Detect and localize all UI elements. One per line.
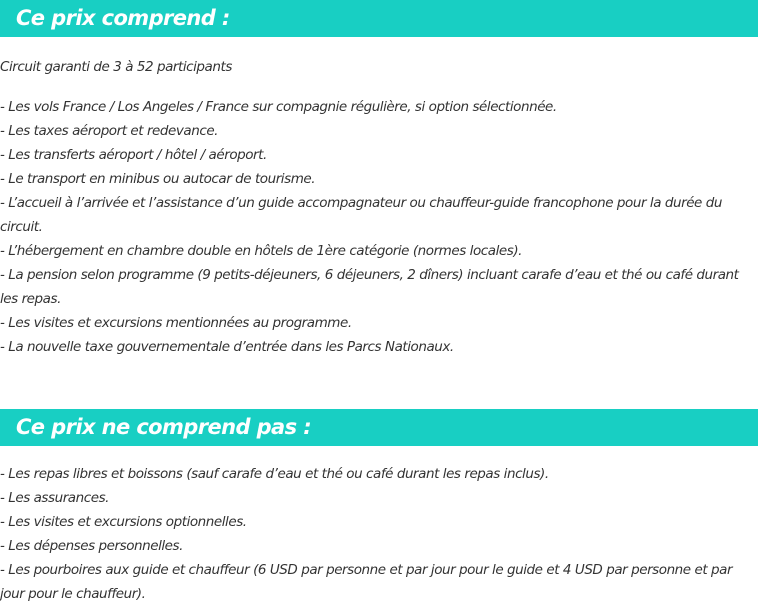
included-list [0,95,758,359]
included-item-accommodation: - L’hébergement en chambre double en hôtels de 1ère catégorie (normes locales). [0,243,522,259]
included-item-airport-taxes: - Les taxes aéroport et redevance. [0,123,219,139]
excluded-item-insurance: - Les assurances. [0,490,109,506]
included-item-meals: - La pension selon programme (9 petits-déjeuners, 6 déjeuners, 2 dîners) incluant carafe d’eau et thé ou café durant les repas. [0,267,739,307]
section-excluded [0,409,758,606]
included-item-visits: - Les visites et excursions mentionnées au programme. [0,315,352,331]
section-title-excluded: Ce prix ne comprend pas : [16,415,312,439]
section-header-included [0,0,758,37]
excluded-list [0,462,758,606]
excluded-item-personal-expenses: - Les dépenses personnelles. [0,538,183,554]
section-header-excluded [0,409,758,446]
participants-note: Circuit garanti de 3 à 52 participants [0,59,232,75]
included-item-transport: - Le transport en minibus ou autocar de tourisme. [0,171,316,187]
included-item-flights: - Les vols France / Los Angeles / France sur compagnie régulière, si option sélectionnée. [0,99,557,115]
section-title-included: Ce prix comprend : [16,6,230,30]
included-item-park-tax: - La nouvelle taxe gouvernementale d’entrée dans les Parcs Nationaux. [0,339,454,355]
included-item-guide: - L’accueil à l’arrivée et l’assistance d’un guide accompagnateur ou chauffeur-guide francophone pour la durée du circuit. [0,195,722,235]
excluded-item-tips: - Les pourboires aux guide et chauffeur (6 USD par personne et par jour pour le guide et 4 USD par personne et par jour pour le chauffeur). [0,562,733,602]
included-item-transfers: - Les transferts aéroport / hôtel / aéroport. [0,147,267,163]
excluded-item-optional-visits: - Les visites et excursions optionnelles. [0,514,247,530]
excluded-item-meals-drinks: - Les repas libres et boissons (sauf carafe d’eau et thé ou café durant les repas inclus). [0,466,549,482]
